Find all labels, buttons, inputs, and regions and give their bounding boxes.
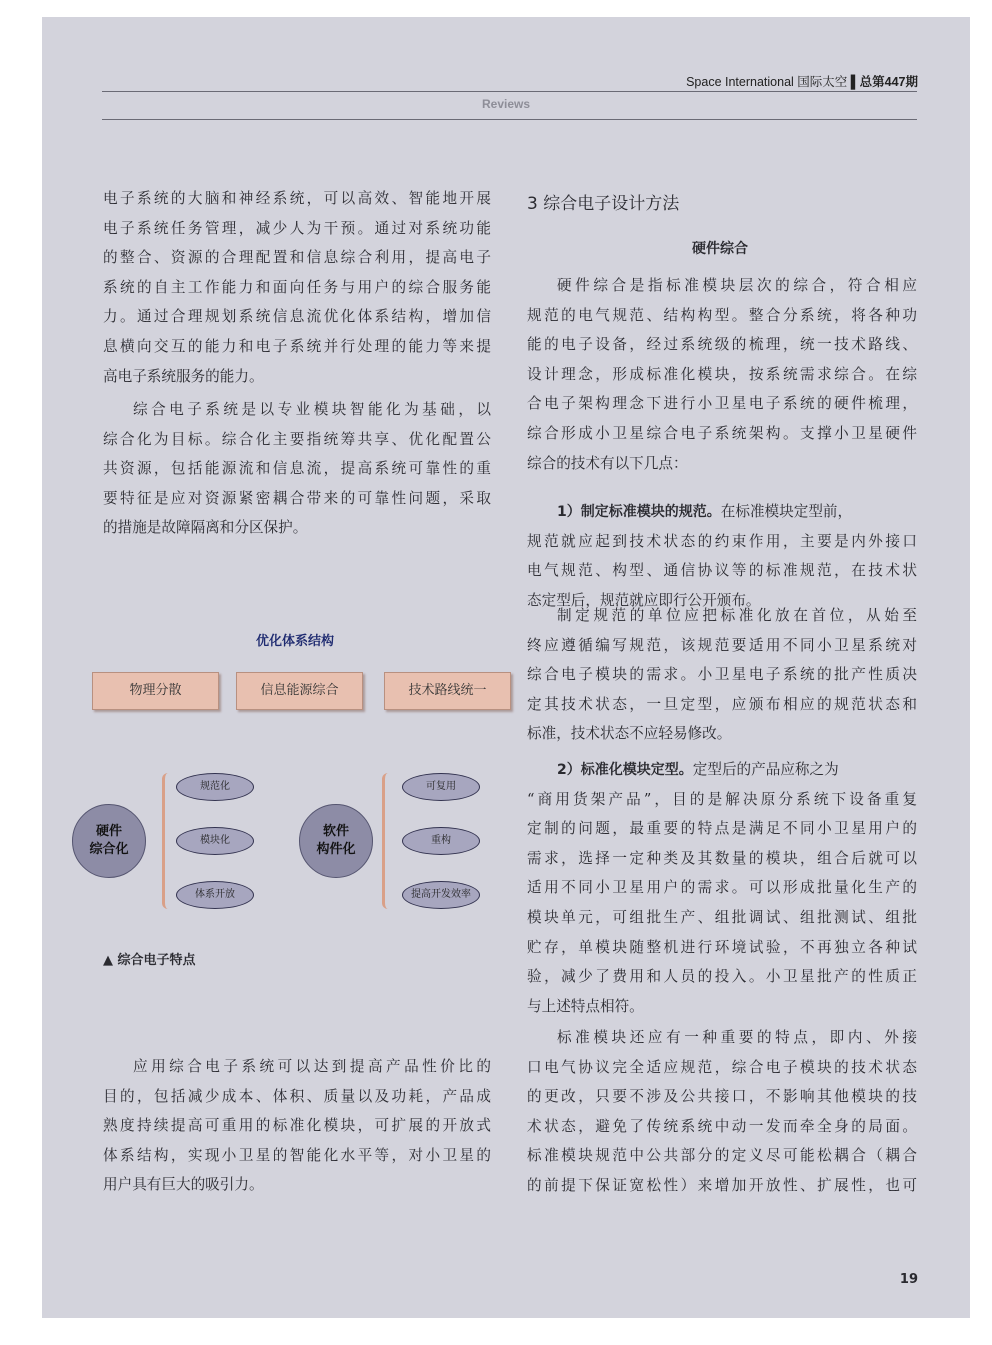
text-line: 模块单元，可组批生产、组批调试、组批测试、组批: [527, 908, 917, 926]
section-label: Reviews: [481, 97, 531, 111]
header-rule-bottom: [102, 119, 917, 120]
header-rule-top: [102, 91, 917, 92]
text-line: 的整合、资源的合理配置和信息综合利用，提高电子: [103, 249, 491, 267]
text-line: 用户具有巨大的吸引力。: [103, 1176, 264, 1194]
text-line: 系统的自主工作能力和面向任务与用户的综合服务能: [103, 278, 491, 296]
text-line: 标准，技术状态不应轻易修改。: [527, 725, 732, 743]
figure-caption: ▲ 综合电子特点: [103, 953, 196, 968]
left-paragraph-3: [103, 1052, 491, 1200]
journal-name: Space International 国际太空: [686, 75, 848, 89]
text-line: 1）制定标准模块的规范。在标准模块定型前，: [557, 503, 853, 520]
page: [42, 17, 970, 1318]
bold-lead: 1）制定标准模块的规范。: [557, 504, 721, 520]
text-line: 适用不同小卫星用户的需求。可以形成批量化生产的: [527, 879, 917, 897]
text-line: 的更改，只要不涉及公共接口，不影响其他模块的技: [527, 1088, 917, 1106]
section-heading: 3 综合电子设计方法: [527, 194, 680, 214]
sw-item: 提高开发效率: [402, 881, 480, 909]
text-line: 共资源，包括能源流和信息流，提高系统可靠性的重: [103, 460, 491, 478]
left-paragraph-2: [103, 395, 491, 543]
text-line: 综合形成小卫星综合电子系统架构。支撑小卫星硬件: [527, 424, 917, 442]
text-line: 口电气协议完全适应规范，综合电子模块的技术状态: [527, 1058, 917, 1076]
text-line: 与上述特点相符。: [527, 997, 644, 1015]
text-line: 电气规范、构型、通信协议等的标准规范，在技术状: [527, 562, 917, 580]
text-line: 目的，包括减少成本、体积、质量以及功耗，产品成: [103, 1087, 491, 1105]
hardware-circle: 硬件 综合化: [72, 804, 146, 878]
bold-lead: 2）标准化模块定型。: [557, 762, 693, 778]
scroll-tech-route: 技术路线统一: [384, 672, 511, 710]
running-header: [686, 72, 918, 90]
text-line: 标准模块还应有一种重要的特点，即内、外接: [557, 1029, 917, 1046]
text-line: 综合电子模块的需求。小卫星电子系统的批产性质决: [527, 666, 917, 684]
text-line: 电子系统任务管理，减少人为干预。通过对系统功能: [103, 219, 491, 237]
text-line: 综合的技术有以下几点：: [527, 454, 688, 472]
sw-item: 重构: [402, 827, 480, 855]
text-line: 贮存，单模块随整机进行环境试验，不再独立各种试: [527, 938, 917, 956]
sw-item: 可复用: [402, 773, 480, 801]
text-line: 验，减少了费用和人员的投入。小卫星批产的性质正: [527, 968, 917, 986]
right-paragraph-5: [527, 1023, 917, 1201]
text-line: 熟度持续提高可重用的标准化模块，可扩展的开放式: [103, 1117, 491, 1135]
text-line: 态定型后，规范就应即行公开颁布。: [527, 591, 761, 609]
right-paragraph-2: [527, 497, 917, 615]
hw-item: 模块化: [176, 827, 254, 855]
hardware-brace: [162, 773, 171, 909]
scroll-physical: 物理分散: [92, 672, 219, 710]
text-line: 能的电子设备，经过系统级的梳理，统一技术路线、: [527, 336, 917, 354]
scroll-info-energy: 信息能源综合: [236, 672, 363, 710]
text-line: 力。通过合理规划系统信息流优化体系结构，增加信: [103, 308, 491, 326]
text-line: 的措施是故障隔离和分区保护。: [103, 519, 308, 537]
text-line: 制定规范的单位应把标准化放在首位，从始至: [557, 607, 917, 624]
text-line: 硬件综合是指标准模块层次的综合，符合相应: [557, 277, 917, 294]
text-line: 设计理念，形成标准化模块，按系统需求综合。在综: [527, 365, 917, 383]
hw-item: 规范化: [176, 773, 254, 801]
text-line: 规范就应起到技术状态的约束作用，主要是内外接口: [527, 532, 917, 550]
text-line: 电子系统的大脑和神经系统，可以高效、智能地开展: [103, 190, 491, 207]
text-line: 综合化为目标。综合化主要指统筹共享、优化配置公: [103, 430, 491, 448]
text-line: 定其技术状态，一旦定型，应颁布相应的规范状态和: [527, 695, 917, 713]
text-line: 需求，选择一定种类及其数量的模块，组合后就可以: [527, 849, 917, 867]
hw-item: 体系开放: [176, 881, 254, 909]
text-line: 息横向交互的能力和电子系统并行处理的能力等来提: [103, 337, 491, 355]
text-line: 的前提下保证宽松性）来增加开放性、扩展性，也可: [527, 1176, 917, 1194]
text-line: 高电子系统服务的能力。: [103, 367, 264, 385]
text-line: 体系结构，实现小卫星的智能化水平等，对小卫星的: [103, 1146, 491, 1164]
text-line: 应用综合电子系统可以达到提高产品性价比的: [133, 1058, 491, 1075]
left-paragraph-1: [103, 184, 491, 391]
figure-title: 优化体系结构: [256, 634, 335, 649]
text-line: 综合电子系统是以专业模块智能化为基础，以: [133, 401, 491, 418]
subsection-heading: 硬件综合: [692, 241, 748, 257]
software-brace: [382, 773, 391, 909]
text-line: 合电子架构理念下进行小卫星电子系统的硬件梳理，: [527, 395, 917, 413]
text-line: 要特征是应对资源紧密耦合带来的可靠性问题，采取: [103, 489, 491, 507]
text-line: 2）标准化模块定型。定型后的产品应称之为: [557, 761, 839, 778]
text-line: 定制的问题，最重要的特点是满足不同小卫星用户的: [527, 820, 917, 838]
text-line: 术状态，避免了传统系统中动一发而牵全身的局面。: [527, 1117, 917, 1135]
text-line: 终应遵循编写规范，该规范要适用不同小卫星系统对: [527, 636, 917, 654]
right-paragraph-4: [527, 755, 917, 1021]
text-line: 规范的电气规范、结构构型。整合分系统，将各种功: [527, 306, 917, 324]
text-line: “商用货架产品”，目的是解决原分系统下设备重复: [527, 790, 917, 808]
page-number: 19: [899, 1272, 918, 1287]
right-paragraph-3: [527, 601, 917, 749]
right-paragraph-1: [527, 271, 917, 478]
software-circle: 软件 构件化: [299, 804, 373, 878]
issue-number: ▌总第447期: [850, 75, 918, 89]
text-line: 标准模块规范中公共部分的定义尽可能松耦合（耦合: [527, 1147, 917, 1165]
